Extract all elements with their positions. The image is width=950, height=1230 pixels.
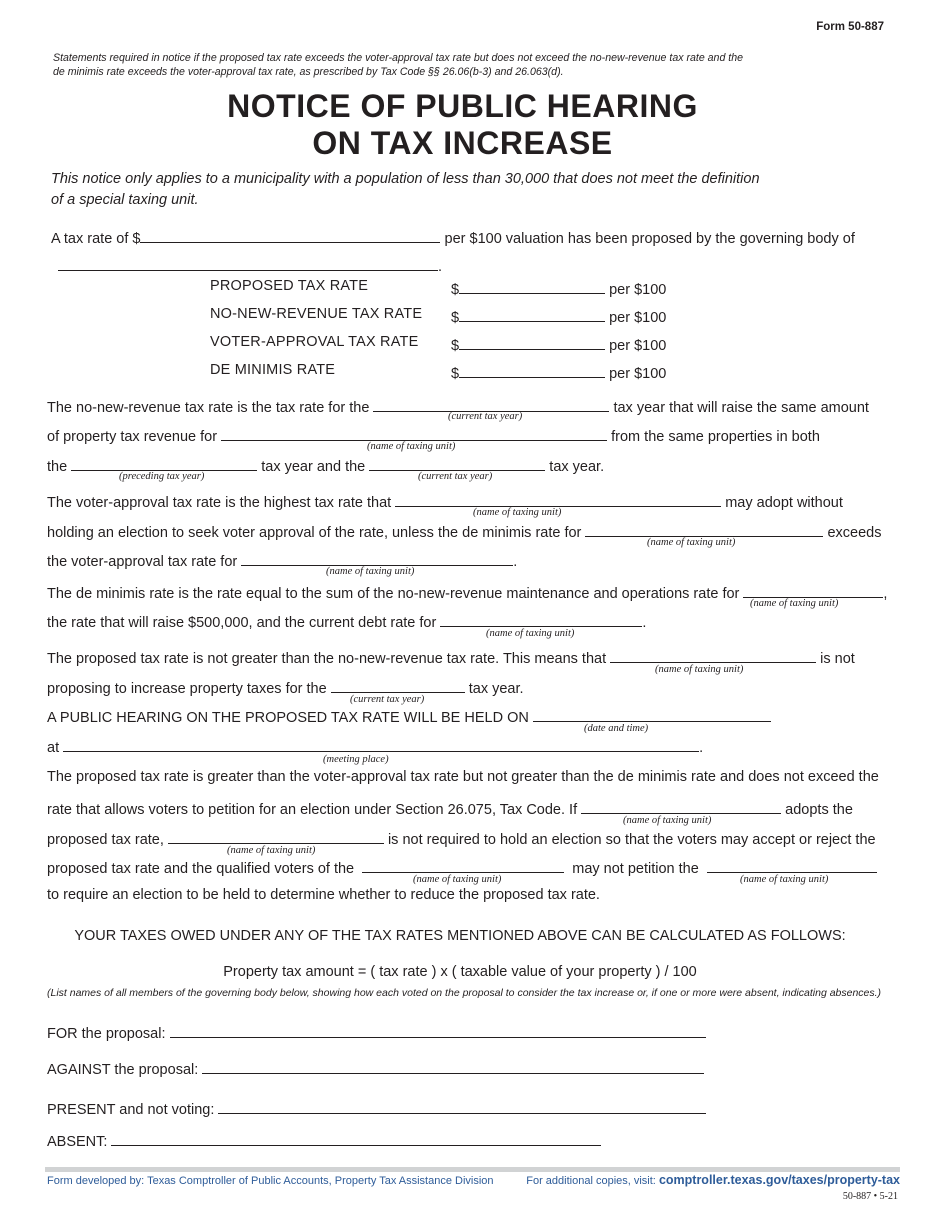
dm-text: . [642,615,647,631]
caption-taxing-unit: (name of taxing unit) [473,507,562,518]
currency-symbol: $ [451,366,460,382]
meeting-place-line [47,736,703,756]
footer-rule [45,1167,900,1172]
caption-current-tax-year: (current tax year) [418,471,493,482]
caption-taxing-unit: (name of taxing unit) [367,441,456,452]
caption-taxing-unit: (name of taxing unit) [486,628,575,639]
currency-symbol: $ [451,310,460,326]
rate-blank-de-minimis[interactable] [459,362,605,378]
governing-body-blank[interactable] [58,255,438,271]
governing-body-period: . [438,259,443,275]
taxing-unit-blank[interactable] [241,550,513,566]
caption-taxing-unit: (name of taxing unit) [740,874,829,885]
pt-text: is not [820,651,855,667]
va-line-1 [47,491,843,511]
date-time-blank[interactable] [533,706,771,722]
caption-current-tax-year: (current tax year) [350,694,425,705]
va-text: The voter-approval tax rate is the highest tax rate that [47,495,392,511]
dm-text: The de minimis rate is the rate equal to the sum of the no-new-revenue maintenance and operations rate for [47,586,740,602]
g-line-3 [47,828,876,848]
g-text: proposed tax rate, [47,832,164,848]
nnr-text: from the same properties in both [611,429,820,445]
vote-present-label: PRESENT and not voting: [47,1102,215,1118]
taxing-unit-blank[interactable] [707,857,877,873]
vote-for-label: FOR the proposal: [47,1026,166,1042]
vote-for-line [47,1022,706,1042]
currency-symbol: $ [451,282,460,298]
rate-blank-proposed[interactable] [459,278,605,294]
va-text: may adopt without [725,495,843,511]
page-title-line1: NOTICE OF PUBLIC HEARING [227,88,698,124]
rate-label-proposed: PROPOSED TAX RATE [210,278,369,294]
members-note: (List names of all members of the governing body below, showing how each voted on the proposal to consider the tax increase or, if one or more were absent, indicating absences.) [47,987,882,999]
taxing-unit-blank[interactable] [168,828,384,844]
tax-formula: Property tax amount = ( tax rate ) x ( taxable value of your property ) / 100 [223,964,697,980]
pt-text: proposing to increase property taxes for the [47,681,327,697]
rate-field-voter-approval [451,334,666,354]
nnr-text: tax year and the [261,459,366,475]
vote-for-blank[interactable] [170,1022,706,1038]
rate-blank-no-new-revenue[interactable] [459,306,605,322]
at-text: at [47,740,60,756]
dm-text: , [883,586,888,602]
meeting-place-blank[interactable] [63,736,699,752]
nnr-text: The no-new-revenue tax rate is the tax rate for the [47,400,370,416]
tax-rate-blank[interactable] [140,227,440,243]
g-line-2 [47,798,853,818]
g-text: is not required to hold an election so that the voters may accept or reject the [387,832,876,848]
pt-line-2 [47,677,524,697]
vote-absent-blank[interactable] [111,1130,601,1146]
caption-current-tax-year: (current tax year) [448,411,523,422]
vote-absent-line [47,1130,601,1150]
current-tax-year-blank[interactable] [369,455,545,471]
g-text: rate that allows voters to petition for an election under Section 26.075, Tax Code. If [47,802,578,818]
tax-rate-middle: per $100 valuation has been proposed by the governing body of [444,231,855,247]
caption-date-time: (date and time) [584,723,649,734]
governing-body-line [58,255,442,275]
taxing-unit-blank[interactable] [743,582,883,598]
caption-meeting-place: (meeting place) [323,754,389,765]
g-text: proposed tax rate and the qualified voters of the [47,861,355,877]
rate-label-de-minimis: DE MINIMIS RATE [210,362,336,378]
form-number: Form 50-887 [816,21,884,33]
footer-developer: Form developed by: Texas Comptroller of Public Accounts, Property Tax Assistance Division [47,1175,494,1187]
pt-text: tax year. [468,681,524,697]
current-tax-year-blank[interactable] [331,677,465,693]
tax-rate-line [51,227,855,247]
g-line-1: The proposed tax rate is greater than the voter-approval tax rate but not greater than the de minimis rate and does not exceed the [47,769,879,785]
caption-taxing-unit: (name of taxing unit) [326,566,415,577]
va-text: . [513,554,518,570]
pt-text: The proposed tax rate is not greater than the no-new-revenue tax rate. This means that [47,651,607,667]
rate-label-voter-approval: VOTER-APPROVAL TAX RATE [210,334,419,350]
footer-copies-text: For additional copies, visit: [526,1175,656,1187]
rate-field-de-minimis [451,362,666,382]
vote-against-line [47,1058,704,1078]
taxing-unit-blank[interactable] [221,425,607,441]
g-line-5: to require an election to be held to determine whether to reduce the proposed tax rate. [47,887,600,903]
caption-taxing-unit: (name of taxing unit) [647,537,736,548]
rate-unit: per $100 [609,338,667,354]
taxes-owed-heading: YOUR TAXES OWED UNDER ANY OF THE TAX RATES MENTIONED ABOVE CAN BE CALCULATED AS FOLLOWS: [74,928,846,944]
va-text: holding an election to seek voter approval of the rate, unless the de minimis rate for [47,525,582,541]
va-line-3 [47,550,517,570]
rate-unit: per $100 [609,282,667,298]
nnr-text: tax year that will raise the same amount [613,400,869,416]
caption-taxing-unit: (name of taxing unit) [413,874,502,885]
nnr-text: the [47,459,68,475]
statutory-statement: Statements required in notice if the proposed tax rate exceeds the voter-approval tax rate but does not exceed the no-new-revenue tax rate and the de minimis rate exceeds the voter-approval tax rate, as prescribed by Tax Code §§ 26.06(b-3) and 26.063(d). [53,52,744,78]
caption-preceding-tax-year: (preceding tax year) [119,471,205,482]
va-line-2 [47,521,881,541]
taxing-unit-blank[interactable] [610,647,816,663]
caption-taxing-unit: (name of taxing unit) [623,815,712,826]
nnr-text: of property tax revenue for [47,429,218,445]
nnr-text: tax year. [549,459,605,475]
taxing-unit-blank[interactable] [581,798,781,814]
caption-taxing-unit: (name of taxing unit) [750,598,839,609]
va-text: exceeds [827,525,882,541]
va-text: the voter-approval tax rate for [47,554,238,570]
vote-against-blank[interactable] [202,1058,704,1074]
g-text: adopts the [785,802,853,818]
at-text: . [699,740,704,756]
taxing-unit-blank[interactable] [585,521,823,537]
page-title-line2: ON TAX INCREASE [312,125,613,161]
vote-against-label: AGAINST the proposal: [47,1062,199,1078]
hearing-text: A PUBLIC HEARING ON THE PROPOSED TAX RATE WILL BE HELD ON [47,710,529,726]
rate-label-no-new-revenue: NO-NEW-REVENUE TAX RATE [210,306,423,322]
vote-present-blank[interactable] [218,1098,706,1114]
taxing-unit-blank[interactable] [362,857,564,873]
dm-text: the rate that will raise $500,000, and the current debt rate for [47,615,437,631]
footer-copies [526,1173,900,1187]
rate-unit: per $100 [609,366,667,382]
currency-symbol: $ [451,338,460,354]
rate-field-proposed [451,278,666,298]
taxing-unit-blank[interactable] [440,611,642,627]
tax-rate-prefix: A tax rate of $ [51,231,141,247]
footer-copies-link[interactable]: comptroller.texas.gov/taxes/property-tax [658,1173,900,1187]
taxing-unit-blank[interactable] [395,491,721,507]
hearing-line [47,706,771,726]
rate-unit: per $100 [609,310,667,326]
caption-taxing-unit: (name of taxing unit) [655,664,744,675]
current-tax-year-blank[interactable] [373,396,609,412]
g-text: may not petition the [572,861,699,877]
preceding-tax-year-blank[interactable] [71,455,257,471]
vote-absent-label: ABSENT: [47,1134,108,1150]
intro-note: This notice only applies to a municipality with a population of less than 30,000 that does not meet the definition of a special taxing unit. [51,171,760,208]
rate-blank-voter-approval[interactable] [459,334,605,350]
footer-form-code: 50-887 • 5-21 [842,1191,898,1202]
caption-taxing-unit: (name of taxing unit) [227,845,316,856]
rate-field-no-new-revenue [451,306,666,326]
vote-present-line [47,1098,706,1118]
